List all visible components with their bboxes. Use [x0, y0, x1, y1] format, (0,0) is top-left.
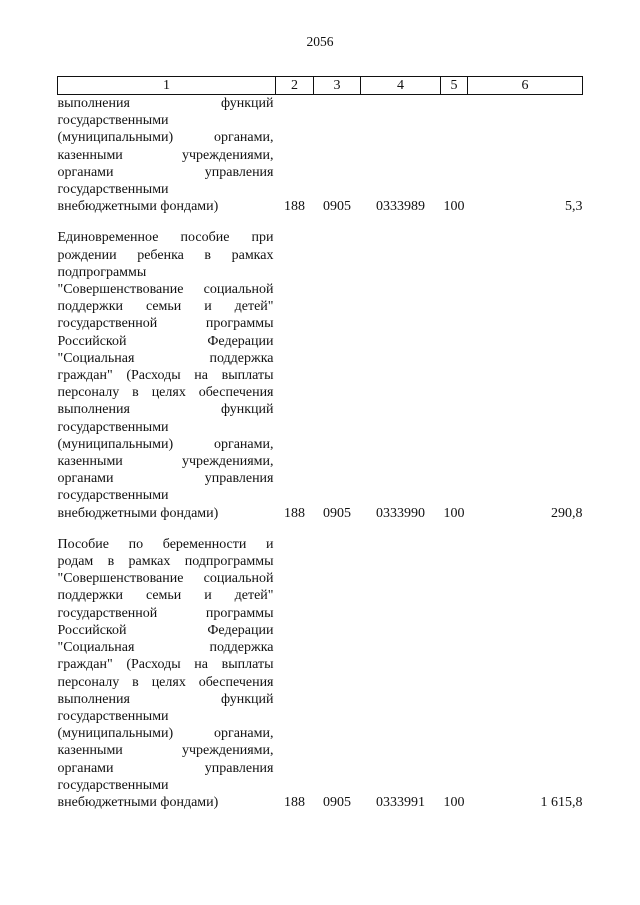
- description-line: государственными: [57, 488, 169, 504]
- budget-table: [57, 76, 583, 811]
- section-code: 0905: [323, 505, 351, 521]
- description-line: государственной программы: [57, 316, 274, 332]
- target-article-code: 0333991: [376, 794, 425, 810]
- description-line: государственными: [57, 182, 169, 198]
- description-line: граждан" (Расходы на выплаты: [57, 368, 274, 384]
- row-spacer-cell: [58, 522, 583, 536]
- description-line: казенными учреждениями,: [57, 454, 274, 470]
- ministry-code: 188: [284, 794, 305, 810]
- table-header-row: [58, 77, 583, 95]
- target-article-code: 0333990: [376, 505, 425, 521]
- row-description: [58, 536, 276, 811]
- description-line: граждан" (Расходы на выплаты: [57, 657, 274, 673]
- section-code: 0905: [323, 199, 351, 215]
- description-line: государственными: [57, 777, 169, 793]
- description-line: поддержки семьи и детей": [57, 299, 274, 315]
- description-line: органами управления: [57, 471, 274, 487]
- description-line: выполнения функций: [57, 402, 274, 418]
- description-line: Пособие по беременности и: [57, 536, 274, 552]
- description-line: Российской Федерации: [57, 622, 274, 638]
- description-line: родам в рамках подпрограммы: [57, 554, 274, 570]
- description-line: поддержки семьи и детей": [57, 588, 274, 604]
- table-row: [58, 95, 583, 216]
- description-line: (муниципальными) органами,: [57, 130, 274, 146]
- column-header-6: 6: [468, 77, 583, 95]
- amount-value: 290,8: [551, 505, 583, 521]
- row-spacer-cell: [58, 215, 583, 229]
- amount-value: 1 615,8: [540, 794, 583, 810]
- description-line: "Социальная поддержка: [57, 350, 274, 366]
- description-line: государственными: [57, 708, 169, 724]
- section-code: 0905: [323, 794, 351, 810]
- table-row: [58, 536, 583, 811]
- row-spacer: [58, 522, 583, 536]
- amount-value: 5,3: [565, 199, 583, 215]
- ministry-code: 188: [284, 199, 305, 215]
- description-line: выполнения функций: [57, 96, 274, 111]
- row-description: [58, 229, 276, 521]
- description-line: государственными: [57, 113, 169, 129]
- description-line: внебюджетными фондами): [57, 794, 219, 810]
- description-line: казенными учреждениями,: [57, 147, 274, 163]
- target-article-code: 0333989: [376, 199, 425, 215]
- column-header-5: 5: [441, 77, 468, 95]
- description-line: "Совершенствование социальной: [57, 571, 274, 587]
- row-description: [58, 95, 276, 216]
- column-header-2: 2: [276, 77, 314, 95]
- expense-type-code: 100: [443, 199, 465, 215]
- page-number: 2056: [306, 34, 334, 49]
- ministry-code: 188: [284, 505, 305, 521]
- description-line: государственной программы: [57, 605, 274, 621]
- description-line: органами управления: [57, 164, 274, 180]
- expense-type-code: 100: [443, 794, 465, 810]
- table-row: [58, 229, 583, 521]
- table-body: [58, 95, 583, 812]
- description-line: рождении ребенка в рамках: [57, 247, 274, 263]
- description-line: персоналу в целях обеспечения: [57, 385, 274, 401]
- description-line: Российской Федерации: [57, 333, 274, 349]
- description-line: "Социальная поддержка: [57, 640, 274, 656]
- description-line: выполнения функций: [57, 691, 274, 707]
- description-line: органами управления: [57, 760, 274, 776]
- description-line: казенными учреждениями,: [57, 743, 274, 759]
- description-line: государственными: [57, 419, 169, 435]
- expense-type-code: 100: [443, 505, 465, 521]
- description-line: внебюджетными фондами): [57, 199, 219, 215]
- description-line: персоналу в целях обеспечения: [57, 674, 274, 690]
- description-line: внебюджетными фондами): [57, 505, 219, 521]
- description-line: (муниципальными) органами,: [57, 436, 274, 452]
- description-line: (муниципальными) органами,: [57, 726, 274, 742]
- description-line: Единовременное пособие при: [57, 230, 274, 246]
- column-header-1: 1: [58, 77, 276, 95]
- column-header-4: 4: [361, 77, 441, 95]
- column-header-3: 3: [314, 77, 361, 95]
- description-line: "Совершенствование социальной: [57, 282, 274, 298]
- row-spacer: [58, 215, 583, 229]
- description-line: подпрограммы: [57, 264, 147, 280]
